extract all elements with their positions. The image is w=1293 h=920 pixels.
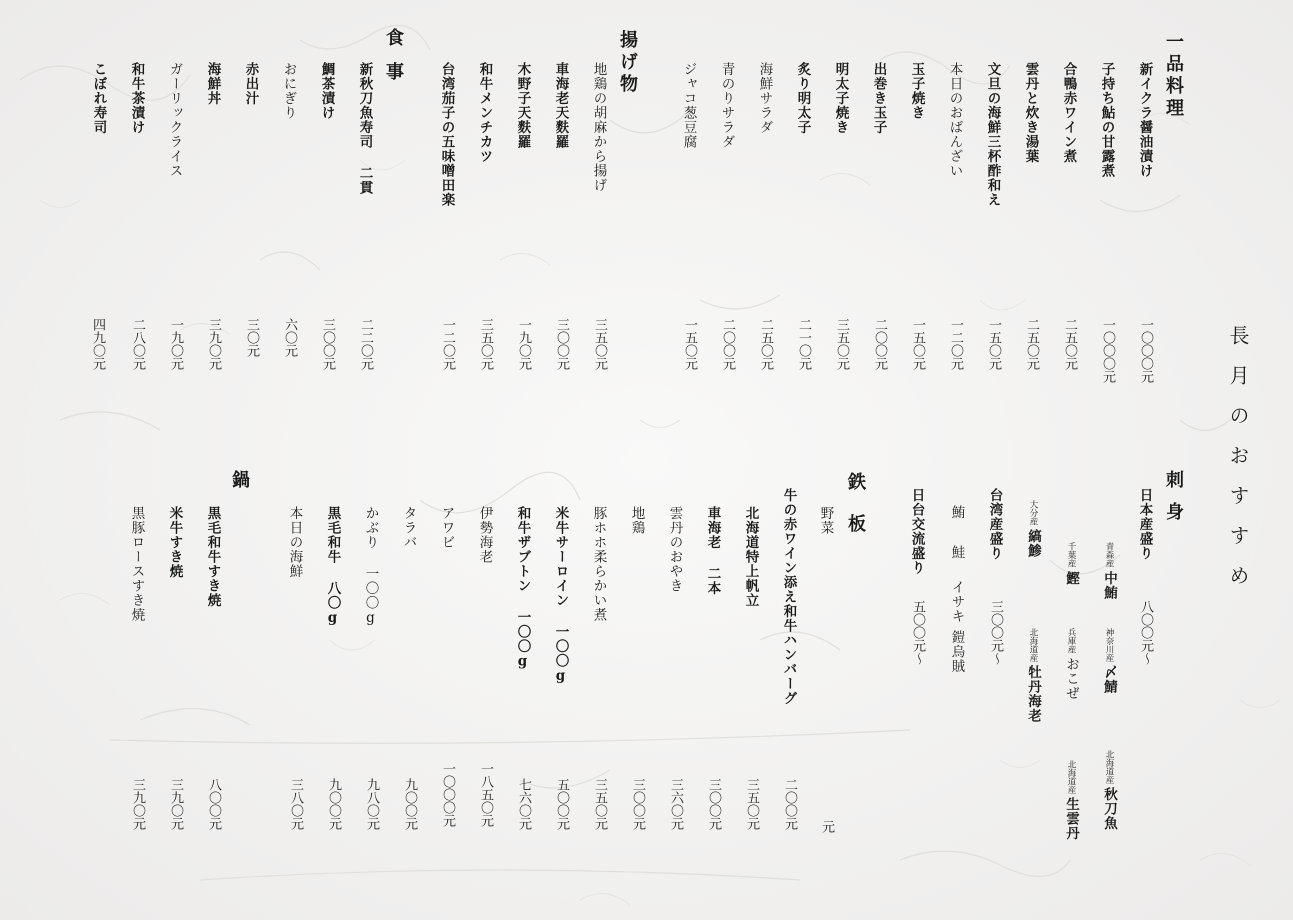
menu-item: かぶり 一〇〇g	[362, 506, 379, 627]
section-heading-agemono: 揚げ物	[617, 30, 638, 96]
menu-item: 青のりサラダ	[718, 62, 735, 149]
sashimi-origin-item	[1063, 760, 1079, 841]
exchange-platter-price: 五〇〇元〜	[910, 600, 925, 665]
menu-item: 新秋刀魚寿司 二貫	[356, 62, 373, 195]
menu-price: 九〇〇元	[402, 778, 417, 830]
menu-item: 本日のおばんざい	[946, 62, 963, 178]
taiwan-fish: 鮪	[948, 505, 965, 520]
menu-price: 二一〇元	[796, 318, 811, 370]
menu-price: 一五〇元	[986, 318, 1001, 370]
menu-price: 一二〇元	[948, 318, 963, 370]
origin-label: 北海道産	[1066, 760, 1076, 794]
menu-item: おにぎり	[280, 62, 297, 120]
menu-item: 豚ホホ柔らかい煮	[590, 506, 607, 622]
menu-item: 鯛茶漬け	[318, 62, 335, 120]
sashimi-origin-item	[1101, 542, 1117, 600]
menu-price: 三五〇元	[834, 318, 849, 370]
menu-item: 木野子天麩羅	[514, 62, 531, 149]
menu-item: ジャコ葱豆腐	[680, 62, 697, 149]
section-heading-teppan-1: 鉄	[845, 472, 866, 494]
menu-price: 四九〇元	[90, 318, 105, 370]
menu-item: 海鮮サラダ	[756, 62, 773, 135]
menu-price: 一九〇元	[168, 318, 183, 370]
sashimi-origin-item	[1101, 628, 1117, 694]
menu-price: 一五〇元	[910, 318, 925, 370]
menu-price: 二八〇元	[130, 318, 145, 370]
menu-price: 九八〇元	[364, 778, 379, 830]
menu-price: 二〇〇元	[782, 778, 797, 830]
section-heading-teppan-2: 板	[845, 514, 866, 536]
menu-price: 一五〇元	[682, 318, 697, 370]
menu-item: 北海道特上帆立	[742, 506, 759, 608]
menu-price: 三〇元	[244, 318, 259, 357]
section-heading-ippin: 一品料理	[1163, 32, 1184, 120]
section-heading-shokuji: 食事	[383, 28, 404, 96]
menu-price: 三六〇元	[668, 778, 683, 830]
menu-item: 海鮮丼	[204, 62, 221, 106]
menu-price: 一二〇元	[440, 318, 455, 370]
taiwan-fish: 鮭	[948, 545, 965, 560]
menu-item: こぼれ寿司	[90, 62, 107, 135]
menu-price: 三九〇元	[168, 778, 183, 830]
menu-price: 三五〇元	[592, 318, 607, 370]
sashimi-platter: 日本産盛り	[1136, 488, 1153, 561]
menu-price: 二五〇元	[758, 318, 773, 370]
fish-name: 生雲丹	[1063, 797, 1079, 841]
menu-price: 三五〇元	[744, 778, 759, 830]
origin-label: 北海道産	[1028, 628, 1038, 662]
taiwan-platter: 台湾産盛り	[986, 488, 1003, 561]
menu-item: タラバ	[400, 506, 417, 550]
sashimi-origin-item	[1063, 542, 1079, 585]
menu-item: 出巻き玉子	[870, 62, 887, 135]
menu-item: 車海老 二本	[704, 506, 721, 596]
menu-price: 三〇〇元	[554, 318, 569, 370]
menu-price: 三九〇元	[206, 318, 221, 370]
menu-item: 雲丹と炊き湯葉	[1022, 62, 1039, 164]
menu-price: 五〇〇元	[554, 778, 569, 830]
menu-price: 三九〇元	[130, 778, 145, 830]
menu-price: 二五〇元	[1024, 318, 1039, 370]
origin-label: 千葉産	[1066, 542, 1076, 568]
fish-name: 縞鯵	[1025, 528, 1041, 558]
menu-item: 黒毛和牛 八〇g	[324, 506, 341, 627]
origin-label: 北海道産	[1104, 750, 1114, 784]
menu-price: 二〇〇元	[720, 318, 735, 370]
section-heading-sashimi: 刺身	[1163, 470, 1184, 534]
menu-item: 和牛茶漬け	[128, 62, 145, 135]
fish-name: 鰹	[1063, 570, 1079, 585]
menu-price: 三五〇元	[478, 318, 493, 370]
taiwan-fish: 鎧烏賊	[948, 630, 965, 674]
sashimi-origin-item	[1101, 750, 1117, 831]
menu-item: ガーリックライス	[166, 62, 183, 178]
menu-item: 米牛サーロイン 一〇〇g	[552, 506, 569, 685]
menu-item: 黒豚ロースすき焼	[128, 506, 145, 622]
taiwan-fish: イサキ	[948, 580, 965, 624]
menu-price: 一〇〇〇元	[1100, 318, 1115, 383]
fish-name: 秋刀魚	[1101, 787, 1117, 831]
origin-label: 青森産	[1104, 542, 1114, 568]
fish-name: 牡丹海老	[1025, 665, 1041, 723]
menu-item: 米牛すき焼	[166, 506, 183, 579]
origin-label: 大分産	[1028, 500, 1038, 526]
menu-item: 牛の赤ワイン添え和牛ハンバーグ	[780, 488, 797, 706]
menu-price: 三〇〇元	[320, 318, 335, 370]
menu-price: 一〇〇〇元	[440, 762, 455, 827]
menu-price: 三八〇元	[288, 778, 303, 830]
menu-price: 六〇元	[282, 318, 297, 357]
menu-item: 台湾茄子の五味噌田楽	[438, 62, 455, 207]
menu-price: 二五〇元	[1062, 318, 1077, 370]
menu-item: 地鶏の胡麻から揚げ	[590, 62, 607, 193]
menu-price: 一九〇元	[516, 318, 531, 370]
sashimi-origin-item	[1025, 628, 1041, 723]
origin-label: 神奈川産	[1104, 628, 1114, 662]
menu-item: 明太子焼き	[832, 62, 849, 135]
origin-label: 兵庫産	[1066, 628, 1076, 654]
menu-item: 炙り明太子	[794, 62, 811, 135]
sashimi-platter-price: 八〇〇元〜	[1138, 600, 1153, 665]
menu-item: 和牛メンチカツ	[476, 62, 493, 164]
sashimi-origin-item	[1025, 500, 1041, 558]
menu-item: 車海老天麩羅	[552, 62, 569, 149]
menu-price: 三〇〇元	[706, 778, 721, 830]
menu-price: 二二〇元	[358, 318, 373, 370]
menu-price: 九〇〇元	[326, 778, 341, 830]
fish-name: おこぜ	[1063, 656, 1079, 700]
menu-price: 三〇〇元	[630, 778, 645, 830]
menu-price: 七六〇元	[516, 778, 531, 830]
fish-name: 中鮪	[1101, 570, 1117, 600]
menu-item: 合鴨赤ワイン煮	[1060, 62, 1077, 164]
menu-item: 文旦の海鮮三杯酢和え	[984, 62, 1001, 207]
menu-item: 地鶏	[628, 506, 645, 535]
menu-price: 一〇〇〇元	[1138, 318, 1153, 383]
menu-item: 玉子焼き	[908, 62, 925, 120]
menu-item: 新イクラ醤油漬け	[1136, 62, 1153, 178]
section-heading-nabe: 鍋	[229, 470, 250, 492]
menu-price: 二〇〇元	[872, 318, 887, 370]
menu-item: アワビ	[438, 506, 455, 550]
menu-item: 赤出汁	[242, 62, 259, 106]
menu-item: 黒毛和牛すき焼	[204, 506, 221, 608]
menu-price: 元	[819, 820, 834, 833]
menu-price: 一八五〇元	[478, 762, 493, 827]
sashimi-origin-item	[1063, 628, 1079, 700]
menu-item: 伊勢海老	[476, 506, 493, 564]
menu-item: 雲丹のおやき	[666, 506, 683, 593]
menu-item: 子持ち鮎の甘露煮	[1098, 62, 1115, 178]
menu-item: 野菜	[817, 506, 834, 535]
menu-price: 三五〇元	[592, 778, 607, 830]
fish-name: 〆鯖	[1101, 665, 1117, 694]
menu-item: 本日の海鮮	[286, 506, 303, 579]
menu-item: 和牛ザブトン 一〇〇g	[514, 506, 531, 671]
menu-title: 長月のおすすめ	[1226, 325, 1250, 605]
exchange-platter: 日台交流盛り	[908, 488, 925, 575]
taiwan-platter-price: 三〇〇元〜	[988, 600, 1003, 665]
menu-price: 八〇〇元	[206, 778, 221, 830]
